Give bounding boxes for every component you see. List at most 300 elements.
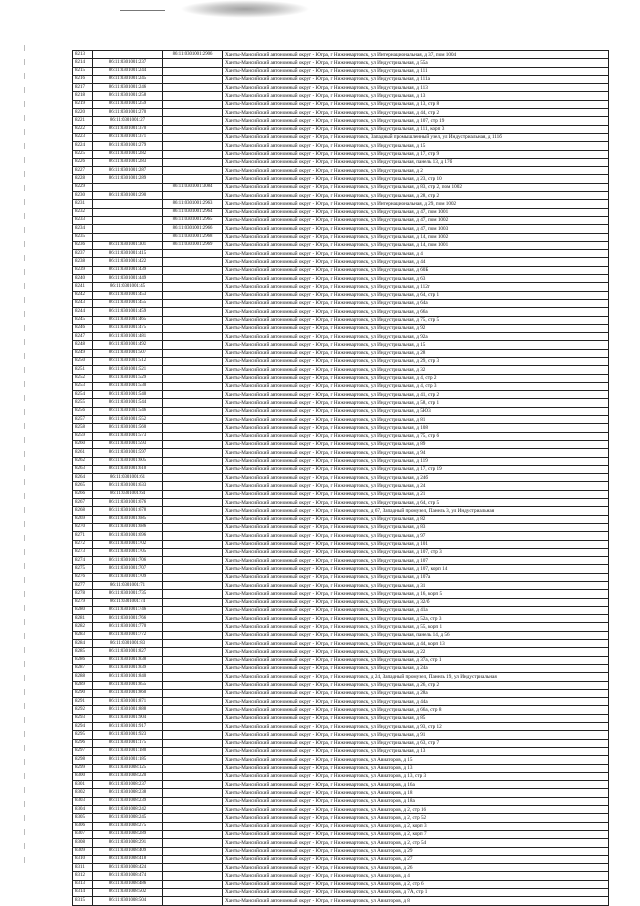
row-number: 8298 bbox=[73, 756, 93, 764]
table-row bbox=[73, 291, 609, 299]
table-row bbox=[73, 855, 609, 863]
cadastral-number-premises bbox=[163, 299, 223, 307]
cadastral-number-premises bbox=[163, 847, 223, 855]
table-row bbox=[73, 814, 609, 822]
table-row bbox=[73, 125, 609, 133]
cadastral-number-premises bbox=[163, 407, 223, 415]
address-cell: Ханты-Мансийский автономный округ - Югра, г Нижневартовск, д 24, Западный промузел, Панель 19, ул Индустриальная bbox=[223, 673, 609, 681]
address-cell: Ханты-Мансийский автономный округ - Югра, г Нижневартовск, ул Индустриальная, д 26, стр 2 bbox=[223, 681, 609, 689]
table-row bbox=[73, 490, 609, 498]
table-row bbox=[73, 109, 609, 117]
row-number: 8230 bbox=[73, 192, 93, 200]
cadastral-number-premises bbox=[163, 640, 223, 648]
cadastral-number-premises bbox=[163, 731, 223, 739]
cadastral-number-premises bbox=[163, 324, 223, 332]
cadastral-number-premises bbox=[163, 656, 223, 664]
cadastral-number-land: 86:11:0301001:270 bbox=[93, 109, 163, 117]
address-cell: Ханты-Мансийский автономный округ - Югра, г Нижневартовск, ул Индустриальная, д 64, стр 5 bbox=[223, 499, 609, 507]
cadastral-number-land: 86:11:0301001:676 bbox=[93, 499, 163, 507]
cadastral-number-premises bbox=[163, 474, 223, 482]
address-cell: Ханты-Мансийский автономный округ - Югра, г Нижневартовск, ул Индустриальная, д 113 bbox=[223, 84, 609, 92]
cadastral-number-land: 86:11:0301008:237 bbox=[93, 781, 163, 789]
cadastral-number-land: 86:11:0301001:772 bbox=[93, 631, 163, 639]
row-number: 8236 bbox=[73, 241, 93, 249]
cadastral-number-premises: 86:11:0301001:2966 bbox=[163, 225, 223, 233]
address-cell: Ханты-Мансийский автономный округ - Югра, г Нижневартовск, ул Индустриальная, д 17, стр 9 bbox=[223, 150, 609, 158]
cadastral-number-land: 86:11:0301001:678 bbox=[93, 507, 163, 515]
address-cell: Ханты-Мансийский автономный округ - Югра, г Нижневартовск, ул Индустриальная, д 94 bbox=[223, 449, 609, 457]
address-cell: Ханты-Мансийский автономный округ - Югра, г Нижневартовск, ул Индустриальная, д 44, корп 13 bbox=[223, 640, 609, 648]
address-cell: Ханты-Мансийский автономный округ - Югра, г Нижневартовск, ул Индустриальная, д 44, стр 2 bbox=[223, 109, 609, 117]
cadastral-number-premises bbox=[163, 291, 223, 299]
cadastral-number-premises bbox=[163, 797, 223, 805]
row-number: 8313 bbox=[73, 880, 93, 888]
cadastral-number-land: 86:11:0301001:923 bbox=[93, 731, 163, 739]
table-body bbox=[73, 51, 609, 906]
scan-artifact bbox=[180, 0, 310, 18]
table-row bbox=[73, 507, 609, 515]
cadastral-number-premises bbox=[163, 548, 223, 556]
table-row bbox=[73, 515, 609, 523]
cadastral-number-premises bbox=[163, 540, 223, 548]
cadastral-number-premises: 86:11:0301001:3084 bbox=[163, 183, 223, 191]
cadastral-number-land bbox=[93, 183, 163, 191]
table-row bbox=[73, 117, 609, 125]
address-cell: Ханты-Мансийский автономный округ - Югра, г Нижневартовск, ул Индустриальная, д 81 bbox=[223, 416, 609, 424]
cadastral-number-premises bbox=[163, 523, 223, 531]
cadastral-number-premises bbox=[163, 573, 223, 581]
table-row bbox=[73, 183, 609, 191]
address-cell: Ханты-Мансийский автономный округ - Югра, г Нижневартовск, ул Индустриальная, д 119 bbox=[223, 457, 609, 465]
table-row bbox=[73, 573, 609, 581]
row-number: 8291 bbox=[73, 698, 93, 706]
address-cell: Ханты-Мансийский автономный округ - Югра, г Нижневартовск, ул Индустриальная, д 111, корп 3 bbox=[223, 125, 609, 133]
cadastral-number-premises bbox=[163, 888, 223, 896]
address-cell: Ханты-Мансийский автономный округ - Югра, г Нижневартовск, ул Индустриальная, д 5Ю3 bbox=[223, 407, 609, 415]
cadastral-number-premises bbox=[163, 258, 223, 266]
address-cell: Ханты-Мансийский автономный округ - Югра, г Нижневартовск, ул Индустриальная, д 92 bbox=[223, 324, 609, 332]
address-cell: Ханты-Мансийский автономный округ - Югра, г Нижневартовск, ул Индустриальная, д 107, стр 19 bbox=[223, 117, 609, 125]
table-row bbox=[73, 474, 609, 482]
cadastral-number-land: 86:11:0301001:492 bbox=[93, 341, 163, 349]
address-cell: Ханты-Мансийский автономный округ - Югра, г Нижневартовск, ул Индустриальная, д 4, стр 2 bbox=[223, 374, 609, 382]
table-row bbox=[73, 142, 609, 150]
table-row bbox=[73, 158, 609, 166]
address-cell: Ханты-Мансийский автономный округ - Югра, г Нижневартовск, ул Индустриальная, д 29, стр 3 bbox=[223, 357, 609, 365]
cadastral-number-premises bbox=[163, 557, 223, 565]
cadastral-number-land: 86:11:0301001:245 bbox=[93, 75, 163, 83]
cadastral-number-premises bbox=[163, 747, 223, 755]
cadastral-number-premises bbox=[163, 806, 223, 814]
row-number: 8231 bbox=[73, 200, 93, 208]
cadastral-number-land: 86:11:0301001:521 bbox=[93, 366, 163, 374]
table-row bbox=[73, 482, 609, 490]
table-row bbox=[73, 723, 609, 731]
address-cell: Ханты-Мансийский автономный округ - Югра, г Нижневартовск, ул Индустриальная, д 4, стр 3 bbox=[223, 382, 609, 390]
table-row bbox=[73, 333, 609, 341]
address-cell: Ханты-Мансийский автономный округ - Югра, г Нижневартовск, ул Индустриальная, д 107 bbox=[223, 557, 609, 565]
row-number: 8232 bbox=[73, 208, 93, 216]
row-number: 8305 bbox=[73, 814, 93, 822]
address-cell: Ханты-Мансийский автономный округ - Югра, г Нижневартовск, ул Авиаторов, д 27 bbox=[223, 855, 609, 863]
cadastral-number-premises bbox=[163, 499, 223, 507]
cadastral-number-land: 86:11:0301001:282 bbox=[93, 150, 163, 158]
row-number: 8267 bbox=[73, 499, 93, 507]
table-row bbox=[73, 615, 609, 623]
row-number: 8241 bbox=[73, 283, 93, 291]
cadastral-number-premises bbox=[163, 175, 223, 183]
row-number: 8244 bbox=[73, 308, 93, 316]
cadastral-number-land: 86:11:0301001:481 bbox=[93, 333, 163, 341]
cadastral-number-premises bbox=[163, 150, 223, 158]
cadastral-number-land: 86:11:0301008:239 bbox=[93, 797, 163, 805]
table-row bbox=[73, 167, 609, 175]
cadastral-number-premises bbox=[163, 316, 223, 324]
table-row bbox=[73, 523, 609, 531]
address-cell: Ханты-Мансийский автономный округ - Югра, г Нижневартовск, ул Индустриальная, д 32/б bbox=[223, 598, 609, 606]
address-cell: Ханты-Мансийский автономный округ - Югра, г Нижневартовск, ул Индустриальная, д 23, стр 10 bbox=[223, 175, 609, 183]
cadastral-number-premises bbox=[163, 382, 223, 390]
address-cell: Ханты-Мансийский автономный округ - Югра, г Нижневартовск, ул Индустриальная, д 93, стр 12 bbox=[223, 723, 609, 731]
cadastral-number-premises bbox=[163, 681, 223, 689]
row-number: 8300 bbox=[73, 772, 93, 780]
table-row bbox=[73, 739, 609, 747]
row-number: 8306 bbox=[73, 822, 93, 830]
row-number: 8225 bbox=[73, 150, 93, 158]
row-number: 8252 bbox=[73, 374, 93, 382]
address-cell: Ханты-Мансийский автономный округ - Югра, г Нижневартовск, ул Индустриальная, д 47, пом 1001 bbox=[223, 208, 609, 216]
cadastral-number-land: 86:11:0301001:180 bbox=[93, 747, 163, 755]
row-number: 8308 bbox=[73, 839, 93, 847]
row-number: 8250 bbox=[73, 357, 93, 365]
address-cell: Ханты-Мансийский автономный округ - Югра, г Нижневартовск, ул Авиаторов, д 8 bbox=[223, 897, 609, 905]
cadastral-number-premises bbox=[163, 133, 223, 141]
cadastral-number-land: 86:11:0301001:449 bbox=[93, 275, 163, 283]
row-number: 8314 bbox=[73, 888, 93, 896]
table-row bbox=[73, 399, 609, 407]
cadastral-number-premises bbox=[163, 855, 223, 863]
cadastral-number-land: 86:11:0301001:64 bbox=[93, 490, 163, 498]
table-row bbox=[73, 465, 609, 473]
row-number: 8307 bbox=[73, 830, 93, 838]
cadastral-number-land: 86:11:0301008:289 bbox=[93, 830, 163, 838]
row-number: 8292 bbox=[73, 706, 93, 714]
table-row bbox=[73, 689, 609, 697]
row-number: 8223 bbox=[73, 133, 93, 141]
address-cell: Ханты-Мансийский автономный округ - Югра, г Нижневартовск, ул Авиаторов, д 16а bbox=[223, 781, 609, 789]
address-cell: Ханты-Мансийский автономный округ - Югра, г Нижневартовск, ул Индустриальная, д 58, стр 1 bbox=[223, 399, 609, 407]
cadastral-number-premises bbox=[163, 864, 223, 872]
table-row bbox=[73, 822, 609, 830]
table-row bbox=[73, 432, 609, 440]
scan-mark bbox=[120, 10, 165, 11]
cadastral-number-premises bbox=[163, 664, 223, 672]
row-number: 8280 bbox=[73, 606, 93, 614]
cadastral-number-premises bbox=[163, 341, 223, 349]
row-number: 8227 bbox=[73, 167, 93, 175]
cadastral-number-premises: 86:11:0301001:2906 bbox=[163, 51, 223, 59]
cadastral-number-land: 86:11:0301001:540 bbox=[93, 391, 163, 399]
row-number: 8295 bbox=[73, 731, 93, 739]
table-row bbox=[73, 250, 609, 258]
cadastral-number-land: 86:11:0301001:71 bbox=[93, 582, 163, 590]
row-number: 8263 bbox=[73, 465, 93, 473]
table-row bbox=[73, 225, 609, 233]
cadastral-number-premises bbox=[163, 623, 223, 631]
cadastral-number-premises bbox=[163, 457, 223, 465]
cadastral-number-land: 86:11:0301001:259 bbox=[93, 100, 163, 108]
cadastral-number-land: 86:11:0301001:507 bbox=[93, 349, 163, 357]
address-cell: Ханты-Мансийский автономный округ - Югра, г Нижневартовск, ул Индустриальная, д 107, корп 14 bbox=[223, 565, 609, 573]
row-number: 8243 bbox=[73, 299, 93, 307]
cadastral-number-premises bbox=[163, 349, 223, 357]
row-number: 8251 bbox=[73, 366, 93, 374]
address-cell: Ханты-Мансийский автономный округ - Югра, г Нижневартовск, ул Индустриальная, д 107а bbox=[223, 573, 609, 581]
row-number: 8294 bbox=[73, 723, 93, 731]
table-row bbox=[73, 283, 609, 291]
row-number: 8239 bbox=[73, 266, 93, 274]
address-cell: Ханты-Мансийский автономный округ - Югра, г Нижневартовск, ул Авиаторов, д 2, корп 7 bbox=[223, 830, 609, 838]
cadastral-number-premises bbox=[163, 482, 223, 490]
address-cell: Ханты-Мансийский автономный округ - Югра, г Нижневартовск, ул Индустриальная, д 14, пом 1002 bbox=[223, 233, 609, 241]
cadastral-number-land: 86:11:0301001:706 bbox=[93, 557, 163, 565]
address-cell: Ханты-Мансийский автономный округ - Югра, г Нижневартовск, ул Индустриальная, д 108 bbox=[223, 424, 609, 432]
cadastral-number-land: 86:11:0301001:709 bbox=[93, 573, 163, 581]
address-cell: Ханты-Мансийский автономный округ - Югра, г Нижневартовск, ул Индустриальная, д 89 bbox=[223, 440, 609, 448]
row-number: 8271 bbox=[73, 532, 93, 540]
table-row bbox=[73, 51, 609, 59]
row-number: 8303 bbox=[73, 797, 93, 805]
cadastral-number-premises bbox=[163, 449, 223, 457]
cadastral-number-premises bbox=[163, 283, 223, 291]
address-cell: Ханты-Мансийский автономный округ - Югра, г Нижневартовск, ул Индустриальная, панель 13, д 17б bbox=[223, 158, 609, 166]
address-cell: Ханты-Мансийский автономный округ - Югра, г Нижневартовск, ул Авиаторов, д 2, стр 52 bbox=[223, 814, 609, 822]
address-cell: Ханты-Мансийский автономный округ - Югра, г Нижневартовск, ул Индустриальная, д 92а bbox=[223, 333, 609, 341]
cadastral-number-premises bbox=[163, 490, 223, 498]
row-number: 8260 bbox=[73, 440, 93, 448]
table-row bbox=[73, 449, 609, 457]
cadastral-number-premises bbox=[163, 872, 223, 880]
row-number: 8257 bbox=[73, 416, 93, 424]
address-cell: Ханты-Мансийский автономный округ - Югра, г Нижневартовск, ул Индустриальная, д 66а, стр 8 bbox=[223, 706, 609, 714]
cadastral-number-premises bbox=[163, 772, 223, 780]
address-cell: Ханты-Мансийский автономный округ - Югра, г Нижневартовск, ул Индустриальная, д 83, стр 2, пом 1002 bbox=[223, 183, 609, 191]
table-row bbox=[73, 756, 609, 764]
cadastral-number-premises bbox=[163, 565, 223, 573]
row-number: 8245 bbox=[73, 316, 93, 324]
table-row bbox=[73, 847, 609, 855]
row-number: 8238 bbox=[73, 258, 93, 266]
cadastral-number-land: 86:11:0301008:486 bbox=[93, 880, 163, 888]
cadastral-number-land: 86:11:0301001:455 bbox=[93, 299, 163, 307]
table-row bbox=[73, 407, 609, 415]
cadastral-number-premises bbox=[163, 432, 223, 440]
cadastral-number-premises bbox=[163, 192, 223, 200]
table-row bbox=[73, 880, 609, 888]
cadastral-number-land: 86:11:0301001:289 bbox=[93, 175, 163, 183]
address-cell: Ханты-Мансийский автономный округ - Югра, г Нижневартовск, ул Авиаторов, д 2, стр 6 bbox=[223, 880, 609, 888]
row-number: 8224 bbox=[73, 142, 93, 150]
cadastral-number-land: 86:11:0301001:529 bbox=[93, 374, 163, 382]
cadastral-number-land: 86:11:0301008:242 bbox=[93, 806, 163, 814]
cadastral-number-premises bbox=[163, 756, 223, 764]
cadastral-number-land: 86:11:0301001:244 bbox=[93, 67, 163, 75]
table-row bbox=[73, 673, 609, 681]
table-row bbox=[73, 532, 609, 540]
cadastral-number-land: 86:11:0301008:275 bbox=[93, 822, 163, 830]
cadastral-number-land: 86:11:0301001:370 bbox=[93, 125, 163, 133]
cadastral-number-land: 86:11:0301001:633 bbox=[93, 482, 163, 490]
cadastral-number-premises bbox=[163, 880, 223, 888]
table-row bbox=[73, 714, 609, 722]
table-row bbox=[73, 216, 609, 224]
table-row bbox=[73, 266, 609, 274]
cadastral-number-premises bbox=[163, 266, 223, 274]
cadastral-number-premises bbox=[163, 698, 223, 706]
cadastral-number-land: 86:11:0301001:544 bbox=[93, 399, 163, 407]
row-number: 8254 bbox=[73, 391, 93, 399]
table-row bbox=[73, 374, 609, 382]
cadastral-number-land: 86:11:0301001:185 bbox=[93, 756, 163, 764]
cadastral-number-premises bbox=[163, 897, 223, 905]
row-number: 8259 bbox=[73, 432, 93, 440]
cadastral-number-premises bbox=[163, 333, 223, 341]
row-number: 8288 bbox=[73, 673, 93, 681]
cadastral-number-land: 86:11:0301001:83 bbox=[93, 640, 163, 648]
row-number: 8297 bbox=[73, 747, 93, 755]
row-number: 8240 bbox=[73, 275, 93, 283]
row-number: 8258 bbox=[73, 424, 93, 432]
row-number: 8255 bbox=[73, 399, 93, 407]
cadastral-number-land: 86:11:0301001:593 bbox=[93, 440, 163, 448]
cadastral-number-premises: 86:11:0301001:2963 bbox=[163, 200, 223, 208]
row-number: 8268 bbox=[73, 507, 93, 515]
cadastral-number-premises bbox=[163, 92, 223, 100]
table-row bbox=[73, 59, 609, 67]
row-number: 8253 bbox=[73, 382, 93, 390]
table-row bbox=[73, 656, 609, 664]
cadastral-number-premises bbox=[163, 764, 223, 772]
address-cell: Ханты-Мансийский автономный округ - Югра, г Нижневартовск, ул Индустриальная, д 13 bbox=[223, 92, 609, 100]
row-number: 8248 bbox=[73, 341, 93, 349]
address-cell: Ханты-Мансийский автономный округ - Югра, г Нижневартовск, ул Авиаторов, д 18 bbox=[223, 789, 609, 797]
cadastral-number-land: 86:11:0301001:904 bbox=[93, 714, 163, 722]
cadastral-number-premises bbox=[163, 275, 223, 283]
cadastral-number-premises bbox=[163, 606, 223, 614]
address-cell: Ханты-Мансийский автономный округ - Югра, г Нижневартовск, ул Индустриальная, д 63, стр 7 bbox=[223, 739, 609, 747]
cadastral-number-land: 86:11:0301001:237 bbox=[93, 59, 163, 67]
cadastral-number-land: 86:11:0301001:573 bbox=[93, 432, 163, 440]
cadastral-number-land: 86:11:0301001:705 bbox=[93, 548, 163, 556]
address-cell: Ханты-Мансийский автономный округ - Югра, г Нижневартовск, ул Авиаторов, д 2, корп 3 bbox=[223, 822, 609, 830]
address-cell: Ханты-Мансийский автономный округ - Югра, г Нижневартовск, ул Индустриальная, д 15 bbox=[223, 142, 609, 150]
row-number: 8218 bbox=[73, 92, 93, 100]
punch-margin-line bbox=[24, 45, 25, 865]
address-cell: Ханты-Мансийский автономный округ - Югра, г Нижневартовск, ул Индустриальная, д 21 bbox=[223, 490, 609, 498]
address-cell: Ханты-Мансийский автономный округ - Югра, г Нижневартовск, ул Индустриальная, д 15 bbox=[223, 341, 609, 349]
cadastral-number-premises: 86:11:0301001:2968 bbox=[163, 233, 223, 241]
table-row bbox=[73, 864, 609, 872]
address-cell: Ханты-Мансийский автономный округ - Югра, г Нижневартовск, ул Индустриальная, д 111а bbox=[223, 75, 609, 83]
address-cell: Ханты-Мансийский автономный округ - Югра, г Нижневартовск, ул Индустриальная, д 28а bbox=[223, 689, 609, 697]
cadastral-number-land: 86:11:0301008:125 bbox=[93, 764, 163, 772]
cadastral-number-premises bbox=[163, 814, 223, 822]
row-number: 8237 bbox=[73, 250, 93, 258]
address-cell: Ханты-Мансийский автономный округ - Югра, г Нижневартовск, ул Индустриальная, д 111 bbox=[223, 67, 609, 75]
cadastral-number-land: 86:11:0301001:45 bbox=[93, 283, 163, 291]
row-number: 8221 bbox=[73, 117, 93, 125]
cadastral-number-land: 86:11:0301001:74 bbox=[93, 598, 163, 606]
cadastral-number-premises bbox=[163, 673, 223, 681]
row-number: 8261 bbox=[73, 449, 93, 457]
address-cell: Ханты-Мансийский автономный округ - Югра, г Нижневартовск, ул Индустриальная, д 16, корп 5 bbox=[223, 590, 609, 598]
cadastral-number-premises bbox=[163, 714, 223, 722]
cadastral-number-premises bbox=[163, 109, 223, 117]
cadastral-number-premises bbox=[163, 100, 223, 108]
table-row bbox=[73, 648, 609, 656]
row-number: 8214 bbox=[73, 59, 93, 67]
cadastral-number-premises bbox=[163, 250, 223, 258]
table-row bbox=[73, 772, 609, 780]
cadastral-number-land: 86:11:0301001:512 bbox=[93, 357, 163, 365]
table-row bbox=[73, 540, 609, 548]
cadastral-number-land: 86:11:0301008:220 bbox=[93, 772, 163, 780]
cadastral-number-premises bbox=[163, 117, 223, 125]
address-cell: Ханты-Мансийский автономный округ - Югра, г Нижневартовск, ул Интернациональная, д 29, пом 1002 bbox=[223, 200, 609, 208]
address-cell: Ханты-Мансийский автономный округ - Югра, г Нижневартовск, ул Авиаторов, д 2, стр 54 bbox=[223, 839, 609, 847]
table-row bbox=[73, 391, 609, 399]
row-number: 8273 bbox=[73, 548, 93, 556]
table-row bbox=[73, 357, 609, 365]
row-number: 8304 bbox=[73, 806, 93, 814]
cadastral-number-premises bbox=[163, 125, 223, 133]
table-row bbox=[73, 440, 609, 448]
row-number: 8285 bbox=[73, 648, 93, 656]
table-row bbox=[73, 349, 609, 357]
row-number: 8233 bbox=[73, 216, 93, 224]
cadastral-number-land: 86:11:0301001:855 bbox=[93, 681, 163, 689]
cadastral-number-land: 86:11:0301001:258 bbox=[93, 92, 163, 100]
address-cell: Ханты-Мансийский автономный округ - Югра, г Нижневартовск, ул Индустриальная, д 75, стр 6 bbox=[223, 432, 609, 440]
cadastral-number-land: 86:11:0301001:702 bbox=[93, 540, 163, 548]
address-cell: Ханты-Мансийский автономный округ - Югра, г Нижневартовск, ул Индустриальная, д 44а bbox=[223, 698, 609, 706]
table-row bbox=[73, 316, 609, 324]
table-row bbox=[73, 324, 609, 332]
table-row bbox=[73, 192, 609, 200]
cadastral-number-land: 86:11:0301008:424 bbox=[93, 864, 163, 872]
row-number: 8228 bbox=[73, 175, 93, 183]
table-row bbox=[73, 872, 609, 880]
address-cell: Ханты-Мансийский автономный округ - Югра, г Нижневартовск, ул Индустриальная, д 17, стр 19 bbox=[223, 465, 609, 473]
cadastral-number-land: 86:11:0301001:279 bbox=[93, 142, 163, 150]
cadastral-number-land: 86:11:0301001:422 bbox=[93, 258, 163, 266]
table-row bbox=[73, 499, 609, 507]
table-row bbox=[73, 233, 609, 241]
address-cell: Ханты-Мансийский автономный округ - Югра, г Нижневартовск, ул Индустриальная, д 41, стр 2 bbox=[223, 391, 609, 399]
cadastral-number-land: 86:11:0301001:860 bbox=[93, 689, 163, 697]
cadastral-number-premises bbox=[163, 416, 223, 424]
table-row bbox=[73, 839, 609, 847]
address-cell: Ханты-Мансийский автономный округ - Югра, г Нижневартовск, ул Индустриальная, д 13, стр 8 bbox=[223, 100, 609, 108]
table-row bbox=[73, 781, 609, 789]
address-cell: Ханты-Мансийский автономный округ - Югра, г Нижневартовск, ул Индустриальная, д 22 bbox=[223, 648, 609, 656]
cadastral-number-premises bbox=[163, 391, 223, 399]
row-number: 8282 bbox=[73, 623, 93, 631]
row-number: 8265 bbox=[73, 482, 93, 490]
row-number: 8213 bbox=[73, 51, 93, 59]
address-cell: Ханты-Мансийский автономный округ - Югра, г Нижневартовск, ул Авиаторов, д 4 bbox=[223, 872, 609, 880]
cadastral-number-land: 86:11:0301001:459 bbox=[93, 308, 163, 316]
